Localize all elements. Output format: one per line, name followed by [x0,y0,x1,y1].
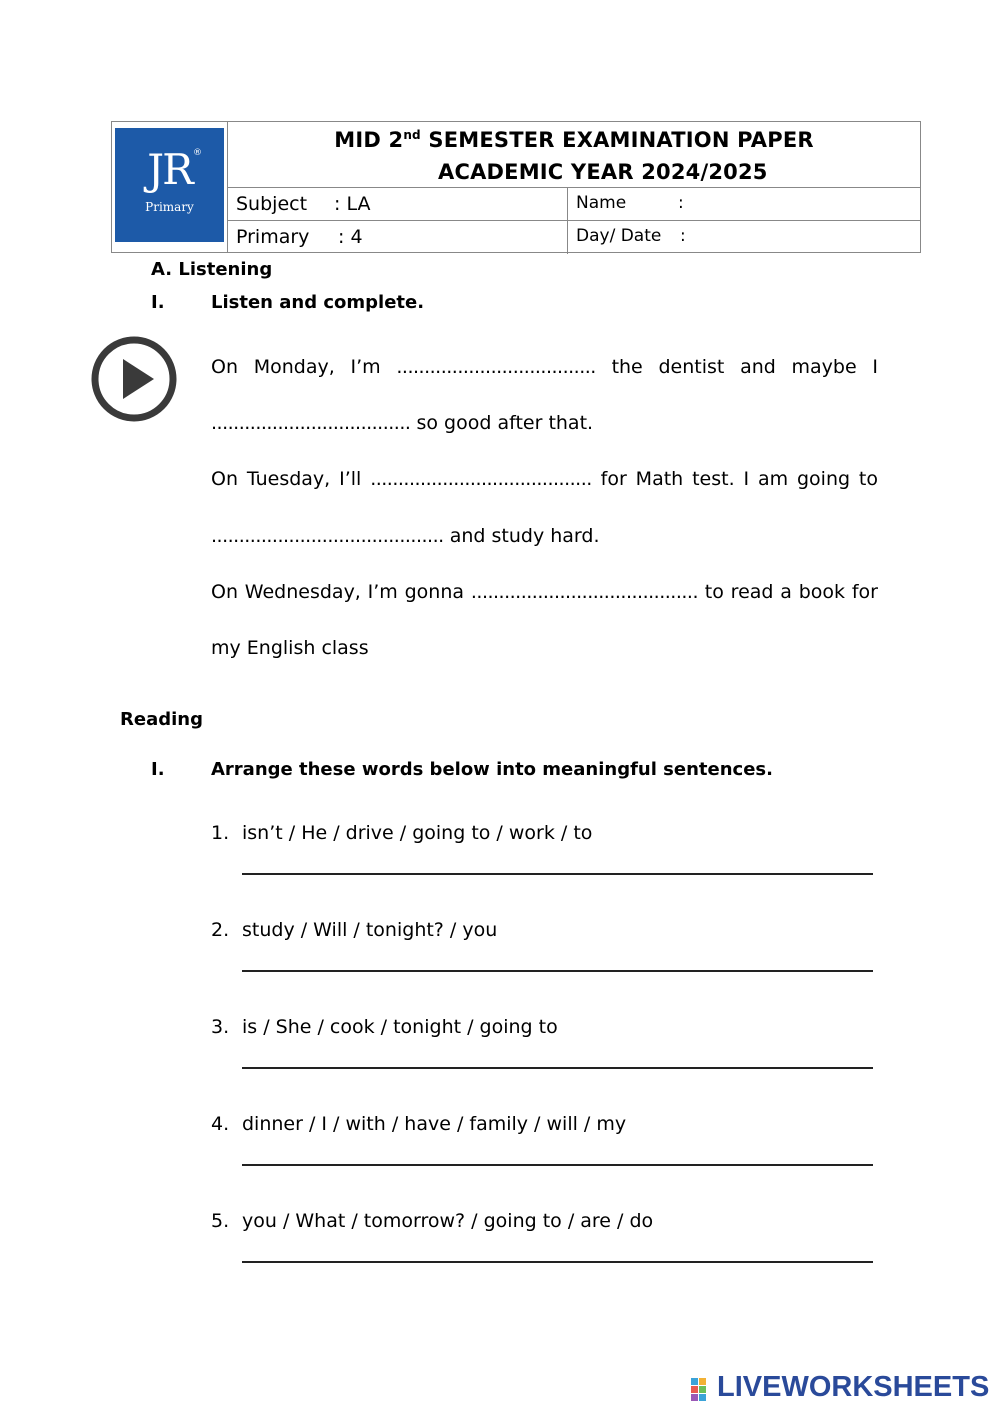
item-words: is / She / cook / tonight / going to [242,1016,558,1038]
item-words: you / What / tomorrow? / going to / are / do [242,1210,654,1232]
logo-registered-mark: ® [193,148,202,158]
name-label: Name [576,193,627,213]
logo-subtitle: Primary [145,200,194,214]
reading-section-title: Reading [120,709,203,730]
listening-line-1: On Monday, I’m .................................... the dentist and maybe I [211,356,879,378]
header-row-primary [228,221,920,254]
academic-year: ACADEMIC YEAR 2024/2025 [438,160,768,184]
name-cell[interactable] [568,188,920,220]
logo-cell [112,122,228,252]
play-circle-icon[interactable] [90,335,178,423]
item-number: 2. [211,919,230,941]
listening-task-number: I. [151,292,165,313]
answer-blank[interactable]: ......................................... [470,581,698,603]
item-words: study / Will / tonight? / you [242,919,498,941]
answer-blank[interactable]: .................................... [211,412,411,434]
item-number: 4. [211,1113,230,1135]
item-words: isn’t / He / drive / going to / work / to [242,822,593,844]
listening-line-6: my English class [211,637,369,659]
ordinal-superscript: nd [403,128,421,142]
date-label: Day/ Date [576,226,662,246]
answer-blank[interactable]: .......................................... [211,525,444,547]
logo-text: JR [147,145,192,194]
exam-title: MID 2nd SEMESTER EXAMINATION PAPER [334,128,814,152]
answer-line[interactable] [242,1261,873,1263]
item-number: 3. [211,1016,230,1038]
listening-line-4: .......................................... and study hard. [211,525,600,547]
school-logo [115,128,224,242]
item-words: dinner / I / with / have / family / will / my [242,1113,627,1135]
item-number: 5. [211,1210,230,1232]
listening-task-title: Listen and complete. [211,292,425,313]
answer-line[interactable] [242,1164,873,1166]
listening-line-3: On Tuesday, I’ll ........................................ for Math test. I am going to [211,468,879,490]
answer-line[interactable] [242,970,873,972]
primary-value: : 4 [338,226,363,248]
primary-label: Primary [236,226,310,248]
reading-task-title: Arrange these words below into meaningful sentences. [211,759,773,780]
answer-line[interactable] [242,1067,873,1069]
answer-blank[interactable]: ........................................ [370,468,592,490]
answer-line[interactable] [242,873,873,875]
subject-label: Subject [236,193,308,215]
liveworksheets-logo-icon [691,1373,715,1405]
item-number: 1. [211,822,230,844]
date-colon: : [680,226,686,246]
name-colon: : [678,193,684,213]
listening-line-2: .................................... so good after that. [211,412,594,434]
primary-cell [228,221,568,254]
exam-header [111,121,921,253]
answer-blank[interactable]: .................................... [396,356,596,378]
subject-cell [228,188,568,220]
listening-line-5: On Wednesday, I’m gonna ......................................... to read a book for [211,581,878,603]
title-cell [228,122,920,188]
listening-section-title: A. Listening [151,259,273,280]
subject-value: : LA [334,193,371,215]
reading-task-number: I. [151,759,165,780]
header-row-subject [228,188,920,221]
liveworksheets-brand[interactable]: LIVEWORKSHEETS [717,1371,990,1403]
date-cell[interactable] [568,221,920,254]
